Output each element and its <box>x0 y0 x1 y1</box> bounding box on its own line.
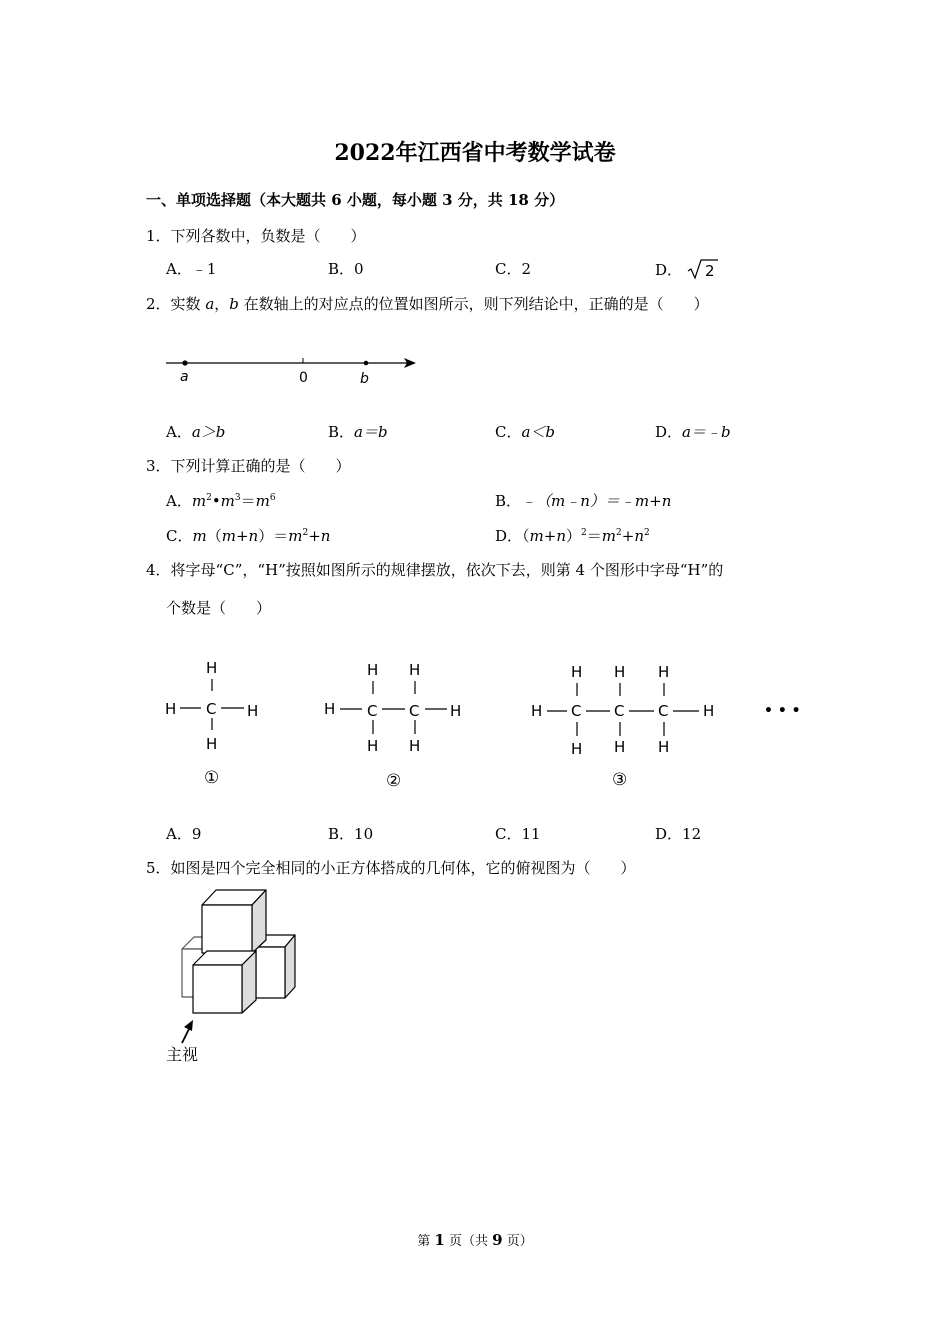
q1-option-a: A．﹣1 <box>166 260 217 278</box>
svg-text:H: H <box>614 738 626 756</box>
q2-option-b: B．a＝b <box>328 423 388 441</box>
svg-text:H: H <box>409 661 421 679</box>
figure-3-label: ③ <box>612 770 628 790</box>
page-title: 2022年江西省中考数学试卷 <box>334 140 616 166</box>
svg-text:H: H <box>571 740 583 758</box>
svg-text:H: H <box>324 700 336 718</box>
svg-text:H: H <box>450 702 462 720</box>
molecule-1 <box>165 659 258 788</box>
q1-option-b: B．0 <box>328 260 364 278</box>
atom-h: H <box>206 735 218 753</box>
question-5-stem: 5．如图是四个完全相同的小正方体搭成的几何体，它的俯视图为（ ） <box>146 859 636 877</box>
svg-text:C: C <box>658 702 669 720</box>
figure-1-label: ① <box>204 768 220 788</box>
atom-c: C <box>206 700 217 718</box>
molecule-figure <box>155 650 805 795</box>
question-3-stem: 3．下列计算正确的是（ ） <box>146 457 351 475</box>
cube-stack-figure <box>160 885 305 1070</box>
label-b: b <box>360 371 369 387</box>
svg-text:H: H <box>367 737 379 755</box>
q2-option-c: C．a＜b <box>495 423 556 441</box>
label-zero: 0 <box>299 370 308 386</box>
svg-text:H: H <box>367 661 379 679</box>
question-4-stem-line1: 4．将字母“C”，“H”按照如图所示的规律摆放，依次下去，则第 4 个图形中字母“H”的 <box>146 561 724 579</box>
ellipsis: • • • <box>764 703 801 719</box>
atom-h: H <box>206 659 218 677</box>
svg-text:H: H <box>614 663 626 681</box>
page-total: 9 <box>492 1231 503 1249</box>
q2-option-a: A．a＞b <box>166 423 226 441</box>
svg-text:H: H <box>658 663 670 681</box>
q3-option-a: A．$m^2•m^3=m^6$ <box>166 492 276 510</box>
svg-text:C: C <box>367 702 378 720</box>
molecule-3 <box>531 663 714 790</box>
point-a <box>182 360 187 365</box>
sqrt-radicand: 2 <box>704 262 715 280</box>
svg-text:C: C <box>614 702 625 720</box>
svg-text:H: H <box>531 702 543 720</box>
q3-option-c: C．$m(m+n)=m^2+n$ <box>166 527 331 545</box>
svg-text:H: H <box>658 738 670 756</box>
q2-option-d: D．a＝﹣b <box>655 423 731 441</box>
question-4-stem-line2: 个数是（ ） <box>166 599 272 617</box>
sqrt-symbol <box>687 258 719 280</box>
question-2-stem: 2．实数 a，b 在数轴上的对应点的位置如图所示，则下列结论中，正确的是（ ） <box>146 295 709 313</box>
q4-option-c: C．11 <box>495 825 541 843</box>
page-footer: 第 1 页（共 9 页） <box>417 1231 533 1249</box>
svg-text:C: C <box>409 702 420 720</box>
svg-text:C: C <box>571 702 582 720</box>
molecule-2 <box>324 661 461 791</box>
q1-option-d-label: D． <box>655 261 683 279</box>
front-view-label: 主视 <box>166 1045 199 1064</box>
q3-option-b: B．﹣（m﹣n）＝﹣m+n <box>495 492 672 510</box>
q3-option-d: D．$(m+n)^2=m^2+n^2$ <box>495 527 650 545</box>
svg-text:H: H <box>571 663 583 681</box>
point-b <box>364 361 369 366</box>
svg-text:H: H <box>703 702 715 720</box>
atom-h: H <box>247 702 259 720</box>
q4-option-a: A．9 <box>166 825 202 843</box>
atom-h: H <box>165 700 177 718</box>
label-a: a <box>180 369 189 385</box>
q4-option-b: B．10 <box>328 825 374 843</box>
question-1-stem: 1．下列各数中，负数是（ ） <box>146 227 366 245</box>
view-arrow-shaft <box>182 1027 190 1043</box>
svg-text:H: H <box>409 737 421 755</box>
section-heading: 一、单项选择题（本大题共 6 小题，每小题 3 分，共 18 分） <box>146 191 565 209</box>
q1-option-c: C．2 <box>495 260 532 278</box>
q4-option-d: D．12 <box>655 825 702 843</box>
number-line-figure <box>160 350 425 390</box>
q1-option-d <box>655 258 719 280</box>
figure-2-label: ② <box>386 771 402 791</box>
page-number: 1 <box>434 1231 445 1249</box>
